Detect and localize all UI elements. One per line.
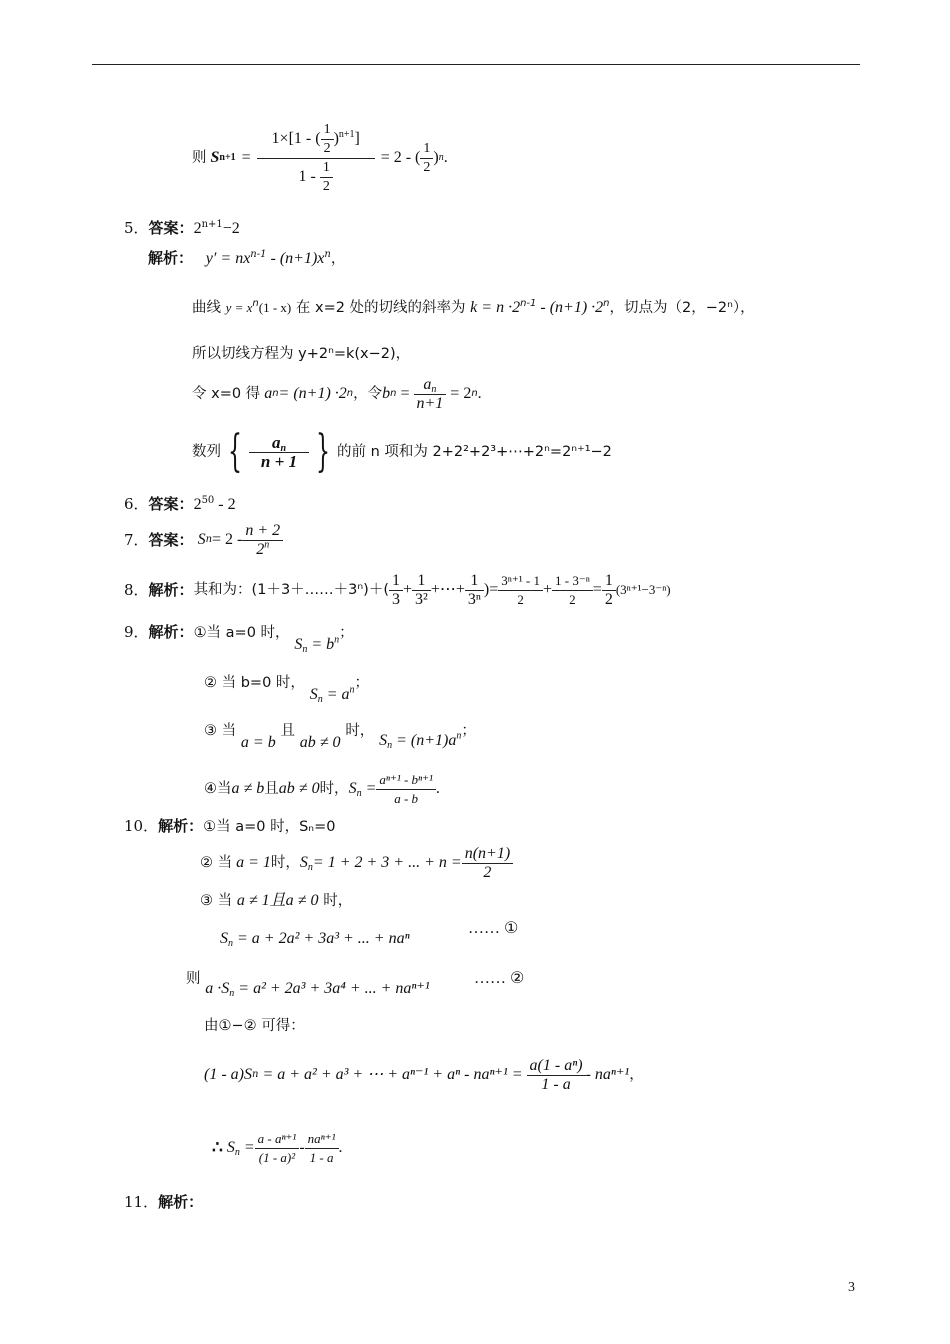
q7-answer: 7． 答案： S n = 2 - $\frac{n + 2}{2^n}$	[124, 518, 283, 562]
q10-case-2: ② 当 a = 1 时， $S_n$ = 1 + 2 + 3 + ... + n = $\frac{n(n+1)}{2}$	[200, 840, 513, 886]
page-number: 3	[848, 1280, 855, 1295]
header-rule	[92, 64, 860, 65]
q8-analysis: 8． 解析： 其和为：(1＋3＋……＋3ⁿ)＋( $\frac{1}{3}$ + $\frac{1}{\text{3²}}$ +⋯+ $\frac{1}{\text{3ⁿ}}$ )= $\frac{\text{3ⁿ⁺¹ - 1}}{2}$ + $\frac{\text{1 - 3⁻ⁿ}}{2}$ = $\frac{1}{2}$ (3ⁿ⁺¹−3⁻ⁿ)	[124, 571, 671, 608]
sn-fraction: 1×[1 - ( $\frac{1}{2}$ )$^{n+1}$] 1 - $\frac{1}{2}$	[257, 121, 375, 196]
q10-case-1: 10．解析：①当 a=0 时，Sₙ=0	[124, 817, 336, 835]
q5-tangent-line: 所以切线方程为 y+2ⁿ=k(x−2)，	[192, 346, 411, 362]
q5-tangent-slope: 曲线 $y = x^n(1 - x)$ 在 x=2 处的切线的斜率为 $k = n \cdot 2^{n-1} - (n+1) \cdot 2^n$，切点为（2，−2ⁿ），	[192, 298, 755, 316]
q6-answer: 6．答案：$2^{50} - 2$	[124, 495, 236, 513]
q11-analysis: 11．解析：	[124, 1193, 204, 1211]
q10-derive: 由①−② 可得：	[204, 1018, 305, 1034]
q5-answer: 5．答案：$2^{n+1}-2$	[124, 219, 240, 237]
q10-eq-2: 则 $a \cdot S_n = a^2 + 2a^3 + 3a^4$ + ... + naⁿ⁺¹	[186, 971, 430, 999]
q9-case-2: ② 当 b=0 时， $S_n = a^n$；	[204, 675, 369, 705]
q9-case-4: ④当 a ≠ b 且 ab ≠ 0 时， $S_n$ = $\frac{\text{aⁿ⁺¹ - bⁿ⁺¹}}{a - b}$ .	[204, 771, 440, 806]
q9-case-1: 9．解析：①当 a=0 时， $S_n = b^n$；	[124, 623, 354, 655]
q10-result: ∴ $S_n$ = $\frac{\text{a - aⁿ⁺¹}}{\text{(1 - a)²}}$ - $\frac{\text{naⁿ⁺¹}}{1 - a}$ .	[212, 1130, 343, 1165]
q5-sequence-sum: 数列 { $\frac{a_n}{n + 1}$ } 的前 n 项和为 2+2²+2³+⋯+2ⁿ=2ⁿ⁺¹−2	[192, 426, 612, 477]
q10-case-3: ③ 当 a ≠ 1且a ≠ 0 时，	[200, 892, 353, 909]
sn-plus-1-formula: 则 S n+1 = 1×[1 - ( $\frac{1}{2}$ )$^{n+1}$] 1 - $\frac{1}{2}$ = 2 - ( $\frac{1}{2}$ ) n .	[192, 121, 448, 194]
q10-mark-1: …… ①	[468, 920, 519, 937]
q10-mark-2: …… ②	[474, 970, 525, 987]
q10-eq-1: $S_n = a + 2a^2 + 3a^3$ + ... + naⁿ	[220, 930, 410, 949]
q9-case-3: ③ 当 a = b 且 ab ≠ 0 时， $S_n = (n+1)a^n$；	[204, 723, 476, 751]
q5-derivative: 解析： $y' = nx^{n-1} - (n+1)x^n$，	[148, 249, 346, 267]
q10-eq-3: (1 - a)S n = a + a² + a³ + ⋯ + aⁿ⁻¹ + aⁿ - naⁿ⁺¹ = $\frac{\text{a(1 - aⁿ)}}{1 - a}$ - naⁿ⁺¹ ，	[204, 1056, 644, 1093]
q5-let: 令 x=0 得 a n = (n+1) ·2 n ，令 b n = $\frac{a_n}{n+1}$ = 2 n .	[192, 375, 482, 412]
